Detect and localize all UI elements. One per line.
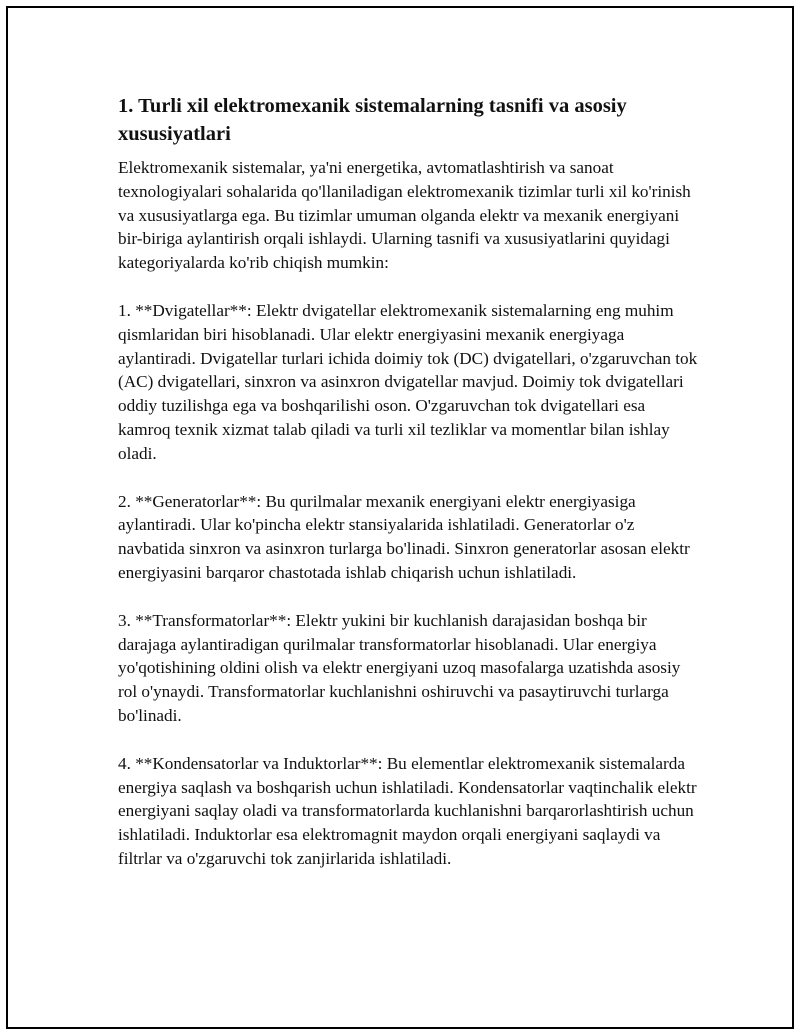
- document-body: [118, 92, 698, 895]
- section-title: 1. Turli xil elektromexanik sistemalarning tasnifi va asosiy xususiyatlari: [118, 95, 627, 145]
- paragraph-dvigatellar: 1. **Dvigatellar**: Elektr dvigatellar elektromexanik sistemalarning eng muhim qismlaridan biri hisoblanadi. Ular elektr energiyasini mexanik energiyaga aylantiradi. Dvigatellar turlari ichida doimiy tok (DC) dvigatellari, o'zgaruvchan tok (AC) dvigatellari, sinxron va asinxron dvigatellar mavjud. Doimiy tok dvigatellari oddiy tuzilishga ega va boshqarilishi oson. O'zgaruvchan tok dvigatellari esa kamroq texnik xizmat talab qiladi va turli xil tezliklar va momentlar bilan ishlay oladi.: [118, 300, 698, 463]
- paragraph-generatorlar: 2. **Generatorlar**: Bu qurilmalar mexanik energiyani elektr energiyasiga aylantiradi. Ular ko'pincha elektr stansiyalarida ishlatiladi. Generatorlar o'z navbatida sinxron va asinxron turlarga bo'linadi. Sinxron generatorlar asosan elektr energiyasini barqaror chastotada ishlab chiqarish uchun ishlatiladi.: [118, 491, 690, 582]
- paragraph-kondensatorlar: 4. **Kondensatorlar va Induktorlar**: Bu elementlar elektromexanik sistemalarda energiya saqlash va boshqarish uchun ishlatiladi. Kondensatorlar vaqtinchalik elektr energiyani saqlay oladi va transformatorlarda kuchlanishni barqarorlashtirish uchun ishlatiladi. Induktorlar esa elektromagnit maydon orqali energiyani saqlaydi va filtrlar va o'zgaruvchi tok zanjirlarida ishlatiladi.: [118, 753, 697, 868]
- paragraph-transformatorlar: 3. **Transformatorlar**: Elektr yukini bir kuchlanish darajasidan boshqa bir darajaga aylantiradigan qurilmalar transformatorlar hisoblanadi. Ular energiya yo'qotishining oldini olish va elektr energiyani uzoq masofalarga uzatishda asosiy rol o'ynaydi. Transformatorlar kuchlanishni oshiruvchi va pasaytiruvchi turlarga bo'linadi.: [118, 610, 681, 725]
- intro-paragraph: Elektromexanik sistemalar, ya'ni energetika, avtomatlashtirish va sanoat texnologiyalari sohalarida qo'llaniladigan elektromexanik tizimlar turli xil ko'rinish va xususiyatlarga ega. Bu tizimlar umuman olganda elektr va mexanik energiyani bir-biriga aylantirish orqali ishlaydi. Ularning tasnifi va xususiyatlarini quyidagi kategoriyalarda ko'rib chiqish mumkin:: [118, 158, 691, 273]
